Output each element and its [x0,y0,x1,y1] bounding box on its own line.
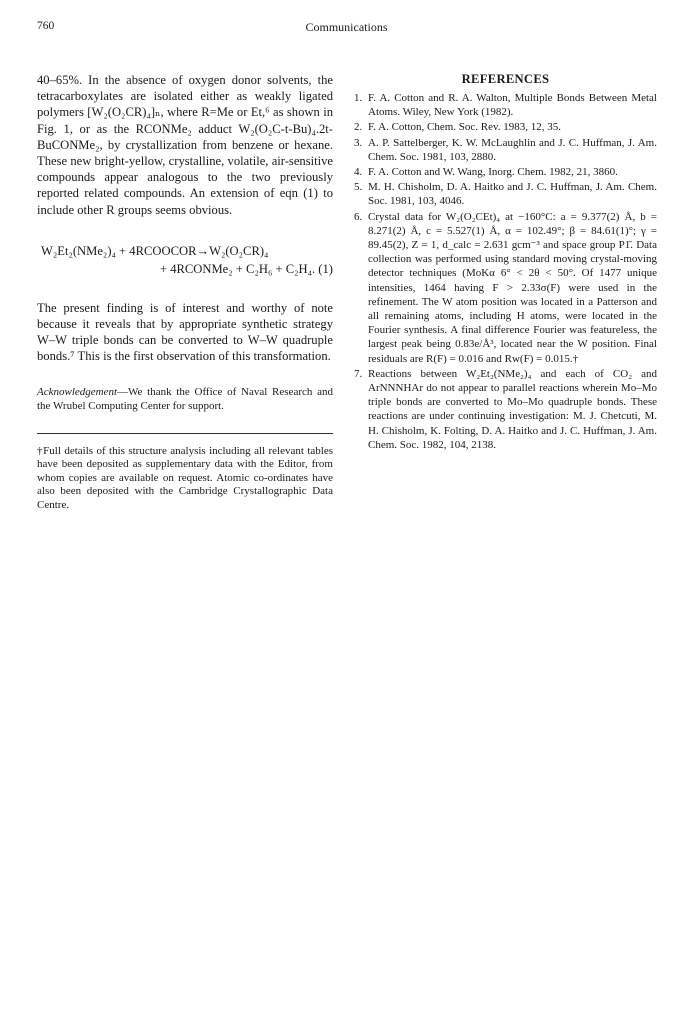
reference-item [354,210,657,366]
reference-number: 4. [354,166,363,179]
reference-text: F. A. Cotton, Chem. Soc. Rev. 1983, 12, 35. [368,121,562,134]
reference-number: 3. [354,136,363,149]
reference-list [354,91,657,452]
reference-text: F. A. Cotton and W. Wang, Inorg. Chem. 1982, 21, 3860. [368,166,618,179]
acknowledgement-label: Acknowledgement [37,385,118,398]
references-heading: REFERENCES [461,72,550,86]
left-column [37,72,333,524]
reference-item [354,367,657,452]
acknowledgement-text: —We thank the Office of Naval Research and the Wrubel Computing Center for support. [37,385,333,412]
equation-line-1: W₂Et₂(NMe₂)₄ + 4RCOOCOR→W₂(O₂CR)₄ [41,243,269,258]
equation-1 [37,242,333,278]
reference-item [354,165,657,179]
reference-text: F. A. Cotton and R. A. Walton, Multiple Bonds Between Metal Atoms. Wiley, New York (1982). [368,92,657,119]
reference-number: 7. [354,367,363,380]
footnote-divider [37,433,333,434]
reference-item [354,180,657,208]
reference-number: 1. [354,92,363,104]
reference-number: 2. [354,121,363,134]
body-paragraph-2: The present finding is of interest and worthy of note because it reveals that by appropriate synthetic strategy W–W triple bonds can be converted to W–W quadruple bonds.⁷ This is the first observation of this transformation. [37,300,333,364]
reference-text: Reactions between W₂Et₂(NMe₂)₄ and each of CO₂ and ArNNNHAr do not appear to parallel reactions wherein Mo–Mo triple bonds are converted to Mo–Mo quadruple bonds. These reactions are under continuing investigation: M. J. Chetcuti, M. H. Chisholm, K. Folting, D. A. Haitko and J. C. Huffman, J. Am. Chem. Soc. 1982, 104, 2138. [368,367,657,451]
running-head: Communications [305,20,388,34]
reference-text: Crystal data for W₂(O₂CEt)₄ at −160°C: a = 9.377(2) Å, b = 8.271(2) Å, c = 5.527(1) Å, α = 102.49°; β = 84.61(1)°; γ = 89.45(2), Z = 1, d_calc = 2.631 gcm⁻³ and space group P1̄. Data collection was performed using standard moving crystal-moving detector techniques (MoKα 6° < 2θ < 50°. Of 1477 unique intensities, 1464 having F > 2.33σ(F) were used in the refinement. The W atom position was located in a Patterson and all remaining atoms, including H atoms, were located in the Fourier synthesis. A final difference Fourier was featureless, the largest peak being 0.83e/Å³, located near the W position. Final residuals are R(F) = 0.016 and Rw(F) = 0.015.† [368,210,657,365]
reference-text: A. P. Sattelberger, K. W. McLaughlin and J. C. Huffman, J. Am. Chem. Soc. 1981, 103, 2880. [368,136,657,163]
reference-number: 6. [354,210,363,223]
footnote: †Full details of this structure analysis including all relevant tables have been deposited as supplementary data with the Editor, from whom copies are available on request. Atomic co-ordinates have also been deposited with the Cambridge Crystallographic Data Centre. [37,444,333,512]
reference-item [354,120,657,134]
page-number: 760 [37,20,55,32]
right-column [354,72,657,453]
reference-number: 5. [354,181,363,194]
body-paragraph-1: 40–65%. In the absence of oxygen donor solvents, the tetracarboxylates are isolated either as weakly ligated polymers [W₂(O₂CR)₄]ₙ, where R=Me or Et,⁶ as shown in Fig. 1, or as the RCONMe₂ adduct W₂(O₂C-t-Bu)₄.2t-BuCONMe₂, by crystallization from benzene or hexane. These new bright-yellow, crystalline, volatile, air-sensitive compounds appear analogous to the two previously reported related compounds. An extension of eqn (1) to include other R groups seems obvious. [37,73,333,217]
reference-item [354,136,657,164]
reference-text: M. H. Chisholm, D. A. Haitko and J. C. Huffman, J. Am. Chem. Soc. 1981, 103, 4046. [368,181,657,208]
reference-item [354,91,657,119]
equation-line-2: + 4RCONMe₂ + C₂H₆ + C₂H₄. (1) [159,261,333,276]
acknowledgement [37,385,333,413]
